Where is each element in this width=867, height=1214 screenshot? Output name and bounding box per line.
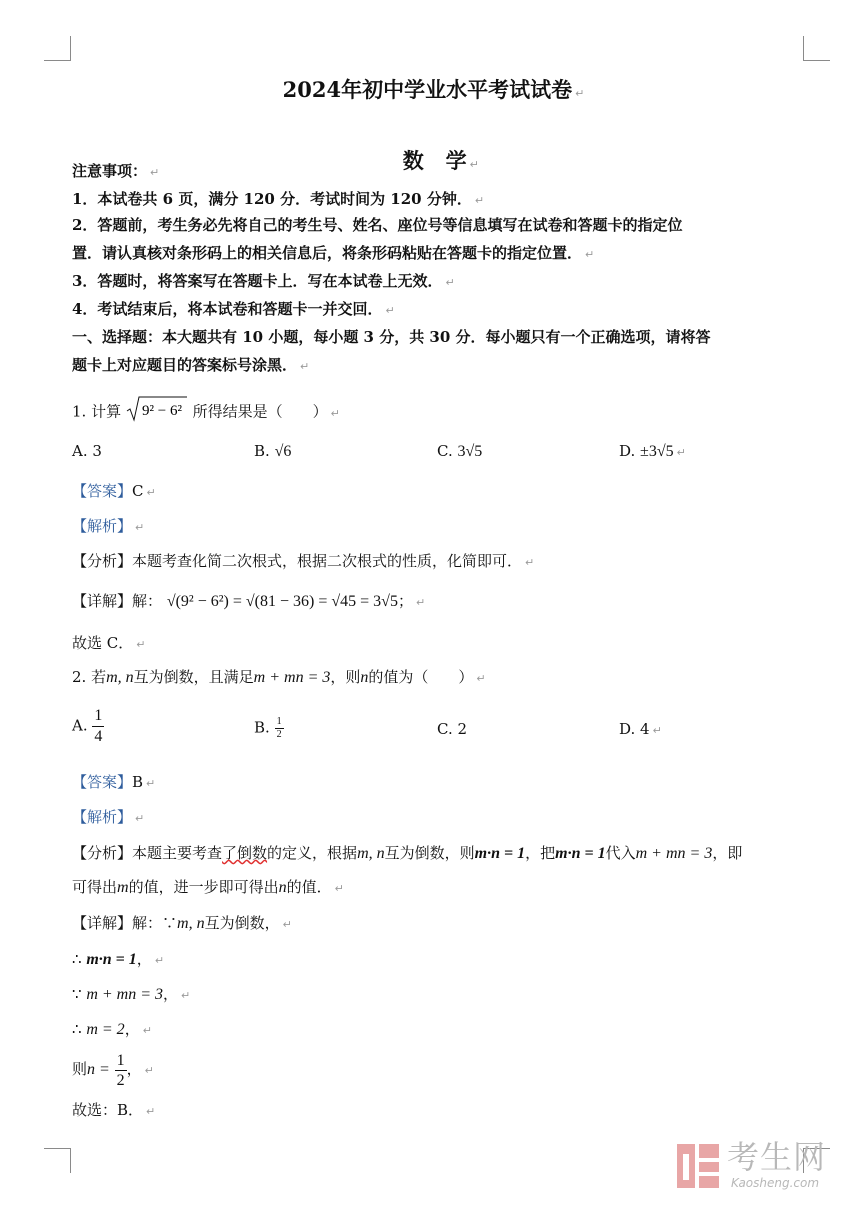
notice-3-text: 3．答题时，将答案写在答题卡上．写在本试卷上无效． xyxy=(72,272,443,290)
paragraph-mark-icon: ↵ xyxy=(136,638,146,651)
kaosheng-logo-icon xyxy=(675,1140,723,1192)
q2-mid2: ，则 xyxy=(330,668,361,686)
q1-suffix: 所得结果是（ ） xyxy=(192,402,328,421)
notice-4-text: 4．考试结束后，将本试卷和答题卡一并交回． xyxy=(72,300,383,318)
q2-option-c-label: C. 2 xyxy=(437,720,468,738)
q2-fenxi-a: 本题主要考查 xyxy=(132,844,223,862)
q2-fenxi-vars: m, n xyxy=(357,845,385,862)
q1-option-c-math: 3√5 xyxy=(457,443,483,460)
paragraph-mark-icon: ↵ xyxy=(476,672,486,685)
paragraph-mark-icon: ↵ xyxy=(385,304,395,317)
notice-2 xyxy=(72,214,682,236)
q1-option-c[interactable] xyxy=(437,440,482,463)
q2-fenxi-eq2: m·n = 1 xyxy=(555,845,606,862)
q2-option-b-label: B. xyxy=(254,718,275,737)
fraction-numerator: 1 xyxy=(116,1051,125,1069)
q2-answer-tag: 【答案】 xyxy=(72,773,133,791)
notice-2-text: 2．答题前，考生务必先将自己的考生号、姓名、座位号等信息填写在试卷和答题卡的指定位 xyxy=(72,216,683,234)
q1-option-d-label: D. xyxy=(619,442,641,460)
q2-step-2 xyxy=(72,983,190,1007)
paragraph-mark-icon: ↵ xyxy=(334,882,344,895)
q1-fenxi-tag: 【分析】 xyxy=(72,552,133,570)
section-1-heading xyxy=(72,326,711,348)
watermark-brand: 考生网 xyxy=(727,1138,827,1176)
q2-option-a[interactable] xyxy=(72,706,104,747)
q2-xiangjie-suffix: 互为倒数， xyxy=(204,914,280,932)
paragraph-mark-icon: ↵ xyxy=(146,777,156,790)
q1-fenxi-text: 本题考查化简二次根式，根据二次根式的性质，化简即可． xyxy=(132,552,523,570)
exam-title xyxy=(0,74,867,104)
fraction-denominator: 2 xyxy=(276,729,282,740)
q1-xiangjie-tag: 【详解】 xyxy=(72,592,133,610)
q1-answer-value: C xyxy=(132,482,144,500)
q2-fenxi-tag: 【分析】 xyxy=(72,844,133,862)
q2-prefix: 2. 若 xyxy=(72,668,107,686)
q2-option-b-fraction xyxy=(275,716,284,741)
paragraph-mark-icon: ↵ xyxy=(154,954,165,967)
therefore-symbol: ∴ xyxy=(72,1020,82,1038)
q2-step-3-eq: m = 2 xyxy=(86,1021,125,1038)
paragraph-mark-icon: ↵ xyxy=(135,521,145,534)
notice-3 xyxy=(72,270,455,294)
q1-radicand: 9² − 6² xyxy=(141,403,182,419)
fraction-numerator: 1 xyxy=(276,716,282,727)
q2-xiangjie-tag: 【详解】 xyxy=(72,914,133,932)
q1-option-d-math: ±3√5 xyxy=(640,443,674,460)
paragraph-mark-icon: ↵ xyxy=(146,486,156,499)
paragraph-mark-icon: ↵ xyxy=(144,1064,154,1077)
question-2 xyxy=(72,666,486,690)
paragraph-mark-icon: ↵ xyxy=(150,166,160,179)
q1-option-b-label: B. xyxy=(254,442,275,460)
q1-option-d[interactable] xyxy=(619,440,686,464)
q2-option-d[interactable] xyxy=(619,718,662,742)
q2-condition: m + mn = 3 xyxy=(253,669,331,686)
q2-option-d-label: D. 4 xyxy=(619,720,650,738)
paragraph-mark-icon: ↵ xyxy=(142,1024,152,1037)
notice-2-cont xyxy=(72,242,594,266)
radical-sign-icon xyxy=(126,394,188,422)
q2-answer xyxy=(72,771,155,795)
q1-option-b[interactable] xyxy=(254,440,291,463)
q1-conclusion xyxy=(72,632,145,656)
subject-title-text: 数 学 xyxy=(402,148,467,173)
q2-fenxi-line2-c: 的值． xyxy=(286,878,332,896)
q2-fenxi-eq3: m + mn = 3 xyxy=(635,845,713,862)
q2-step-4-lhs: n = xyxy=(87,1061,110,1078)
kaosheng-watermark xyxy=(675,1138,845,1196)
fraction-numerator: 1 xyxy=(92,706,104,727)
q2-option-c[interactable] xyxy=(437,718,467,740)
q2-fenxi-c: 互为倒数，则 xyxy=(384,844,475,862)
paragraph-mark-icon: ↵ xyxy=(300,360,310,373)
q1-option-b-math: √6 xyxy=(274,443,292,460)
paragraph-mark-icon: ↵ xyxy=(181,989,191,1002)
fraction-denominator: 4 xyxy=(94,728,103,745)
q2-step-3 xyxy=(72,1018,152,1042)
q2-xiangjie xyxy=(72,912,292,936)
q2-step-3-end: ， xyxy=(124,1020,140,1038)
q2-xiangjie-prefix: 解：∵ xyxy=(132,914,178,932)
q1-xiangjie xyxy=(72,590,425,614)
q1-radical xyxy=(126,394,188,431)
q2-step-4 xyxy=(72,1048,154,1092)
because-symbol: ∵ xyxy=(72,985,82,1003)
section-1-text: 一、选择题：本大题共有 10 小题，每小题 3 分，共 30 分．每小题只有一个正确选项，请将答 xyxy=(72,328,711,346)
paragraph-mark-icon: ↵ xyxy=(135,812,145,825)
section-1-heading-cont xyxy=(72,354,309,378)
q2-var-n: n xyxy=(360,669,369,686)
q2-conclusion xyxy=(72,1099,155,1123)
q2-step-4-prefix: 则 xyxy=(72,1060,88,1078)
q2-fenxi-e: 代入 xyxy=(605,844,636,862)
paragraph-mark-icon: ↵ xyxy=(585,248,595,261)
paragraph-mark-icon: ↵ xyxy=(469,158,479,171)
q2-conclusion-text: 故选：B． xyxy=(72,1101,144,1119)
q2-vars: m, n xyxy=(106,669,134,686)
notice-heading xyxy=(72,160,159,184)
q1-jiexi-tag: 【解析】 xyxy=(72,517,133,535)
paragraph-mark-icon: ↵ xyxy=(330,406,340,420)
q2-fenxi-line2-a: 可得出 xyxy=(72,878,118,896)
paragraph-mark-icon: ↵ xyxy=(652,724,662,737)
q2-option-a-label: A. xyxy=(72,716,93,735)
q2-step-2-end: ， xyxy=(163,985,179,1003)
q1-option-c-label: C. xyxy=(437,442,458,460)
q1-prefix: 1. 计算 xyxy=(72,402,122,421)
notice-heading-text: 注意事项： xyxy=(72,162,148,180)
q2-step-2-eq: m + mn = 3 xyxy=(86,986,164,1003)
q2-fenxi-b: 的定义，根据 xyxy=(267,844,358,862)
q2-fenxi-line2-b: 的值，进一步即可得出 xyxy=(128,878,279,896)
paragraph-mark-icon: ↵ xyxy=(415,596,426,609)
q2-step-1 xyxy=(72,948,164,972)
q1-answer-tag: 【答案】 xyxy=(72,482,133,500)
q1-fenxi xyxy=(72,550,534,574)
q2-answer-value: B xyxy=(132,773,144,791)
section-1-text-cont: 题卡上对应题目的答案标号涂黑． xyxy=(72,356,298,374)
notice-1-text: 1．本试卷共 6 页，满分 120 分．考试时间为 120 分钟． xyxy=(72,190,472,208)
q1-answer xyxy=(72,480,156,504)
paragraph-mark-icon: ↵ xyxy=(525,556,535,569)
q1-option-a-label: A. 3 xyxy=(72,442,102,460)
paragraph-mark-icon: ↵ xyxy=(474,194,485,207)
q2-option-b[interactable] xyxy=(254,716,284,741)
notice-4 xyxy=(72,298,395,322)
paragraph-mark-icon: ↵ xyxy=(146,1105,156,1118)
q2-suffix: 的值为（ ） xyxy=(368,668,474,686)
q2-step-4-end: ， xyxy=(126,1060,142,1078)
q1-option-a[interactable] xyxy=(72,440,102,462)
q2-fenxi-m: m xyxy=(117,879,129,896)
q2-xiangjie-vars: m, n xyxy=(177,915,205,932)
q2-fenxi-f: ，即 xyxy=(712,844,743,862)
q2-jiexi-tag: 【解析】 xyxy=(72,808,133,826)
q2-step-1-eq: m·n = 1 xyxy=(86,951,137,968)
q2-option-a-fraction xyxy=(92,706,104,747)
q1-xiangjie-expr: √(9² − 6²) = √(81 − 36) = √45 = 3√5 xyxy=(166,593,398,610)
q1-xiangjie-prefix: 解： xyxy=(132,592,163,610)
paragraph-mark-icon: ↵ xyxy=(282,918,292,931)
q2-fenxi-eq1: m·n = 1 xyxy=(474,845,526,862)
notice-2-cont-text: 置．请认真核对条形码上的相关信息后，将条形码粘贴在答题卡的指定位置． xyxy=(72,244,583,262)
exam-title-text: 2024年初中学业水平考试试卷 xyxy=(282,77,573,102)
q2-fenxi-cont xyxy=(72,876,344,900)
therefore-symbol: ∴ xyxy=(72,950,82,968)
fraction-denominator: 2 xyxy=(116,1071,125,1089)
paragraph-mark-icon: ↵ xyxy=(445,276,455,289)
q2-fenxi-spellcheck: 了倒数 xyxy=(222,844,268,862)
q2-step-1-end: ， xyxy=(136,950,152,968)
q2-jiexi xyxy=(72,806,144,830)
q2-fenxi xyxy=(72,842,742,865)
notice-1 xyxy=(72,188,484,212)
q1-xiangjie-end: ； xyxy=(397,592,413,610)
paragraph-mark-icon: ↵ xyxy=(575,87,585,100)
watermark-url: Kaosheng.com xyxy=(731,1176,820,1190)
q2-fenxi-d: ，把 xyxy=(525,844,556,862)
q1-conclusion-text: 故选 C． xyxy=(72,634,134,652)
question-1 xyxy=(72,394,340,431)
q1-jiexi xyxy=(72,515,144,539)
q2-fenxi-n: n xyxy=(278,879,287,896)
q2-mid: 互为倒数，且满足 xyxy=(133,668,254,686)
q2-step-4-fraction xyxy=(115,1051,127,1090)
paragraph-mark-icon: ↵ xyxy=(676,446,686,459)
